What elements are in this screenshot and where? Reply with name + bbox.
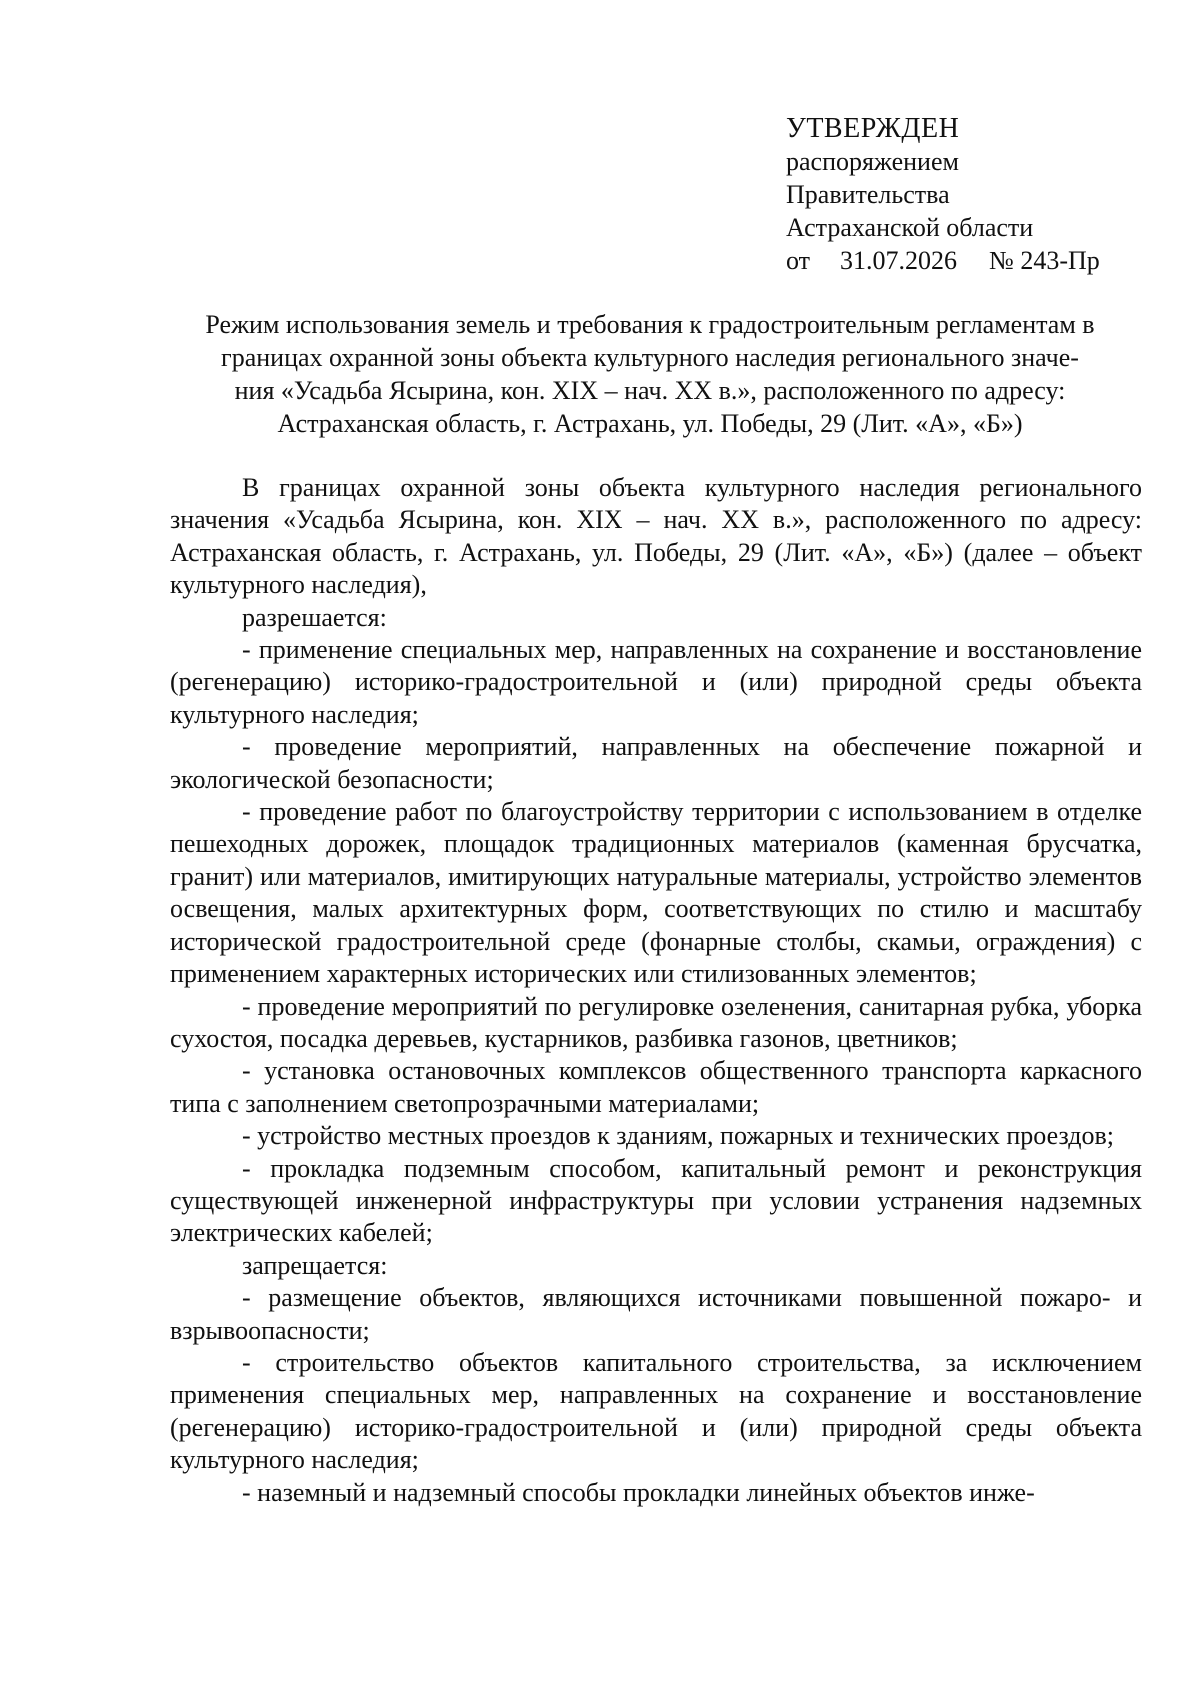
approval-date-line [786,244,1100,277]
allowed-item: - проведение мероприятий по регулировке озеленения, санитарная рубка, уборка сухостоя, посадка деревьев, кустарников, разбивка газонов, цветников; [170,991,1142,1053]
allowed-item: - проведение работ по благоустройству территории с использованием в отделке пешеходных дорожек, площадок традиционных материалов (каменная брусчатка, гранит) или материалов, имитирующих натуральные материалы, устройство элементов освещения, малых архитектурных форм, соответствующих по стилю и масштабу исторической градостроительной среде (фонарные столбы, скамьи, ограждения) с применением характерных исторических или стилизованных элементов; [170,797,1142,989]
approval-status: УТВЕРЖДЕН [786,113,960,144]
title-line: Режим использования земель и требования к градостроительным регламентам в [205,310,1095,339]
forbidden-item: - строительство объектов капитального строительства, за исключением применения специальных мер, направленных на сохранение и восстановление (регенерацию) историко-градостроительной и (или) природной среды объекта культурного наследия; [170,1347,1142,1475]
forbidden-label: запрещается: [242,1250,388,1280]
document-title [150,308,1150,440]
approval-number: № 243-Пр [989,246,1100,275]
allowed-item: - применение специальных мер, направленных на сохранение и восстановление (регенерацию) историко-градостроительной и (или) природной среды объекта культурного наследия; [170,635,1142,729]
title-line: ния «Усадьба Ясырина, кон. XIX – нач. XX в.», расположенного по адресу: [234,376,1066,405]
forbidden-item: - наземный и надземный способы прокладки линейных объектов инже- [242,1477,1035,1507]
approval-date: 31.07.2026 [840,246,958,275]
approval-line-region: Астраханской области [786,213,1034,242]
approval-from-label: от [786,246,811,275]
intro-paragraph: В границах охранной зоны объекта культурного наследия регионального значения «Усадьба Ясырина, кон. XIX – нач. XX в.», расположенного по адресу: Астраханская область, г. Астрахань, ул. Победы, 29 (Лит. «А», «Б») (далее – объект культурного наследия), [170,473,1142,600]
document-body [170,472,1142,1509]
approval-block [786,112,1100,277]
forbidden-item: - размещение объектов, являющихся источниками повышенной пожаро- и взрывоопасности; [170,1283,1142,1345]
allowed-item: - установка остановочных комплексов общественного транспорта каркасного типа с заполнением светопрозрачными материалами; [170,1056,1142,1118]
allowed-item: - устройство местных проездов к зданиям, пожарных и технических проездов; [242,1121,1114,1151]
allowed-item: - проведение мероприятий, направленных на обеспечение пожарной и экологической безопасности; [170,732,1142,794]
approval-line-government: Правительства [786,180,950,209]
approval-line-order: распоряжением [786,147,959,176]
title-line: границах охранной зоны объекта культурного наследия регионального значе- [221,343,1079,372]
allowed-item: - прокладка подземным способом, капитальный ремонт и реконструкция существующей инженерной инфраструктуры при условии устранения надземных электрических кабелей; [170,1153,1142,1248]
title-line: Астраханская область, г. Астрахань, ул. Победы, 29 (Лит. «А», «Б») [277,409,1023,438]
allowed-label: разрешается: [242,602,387,632]
